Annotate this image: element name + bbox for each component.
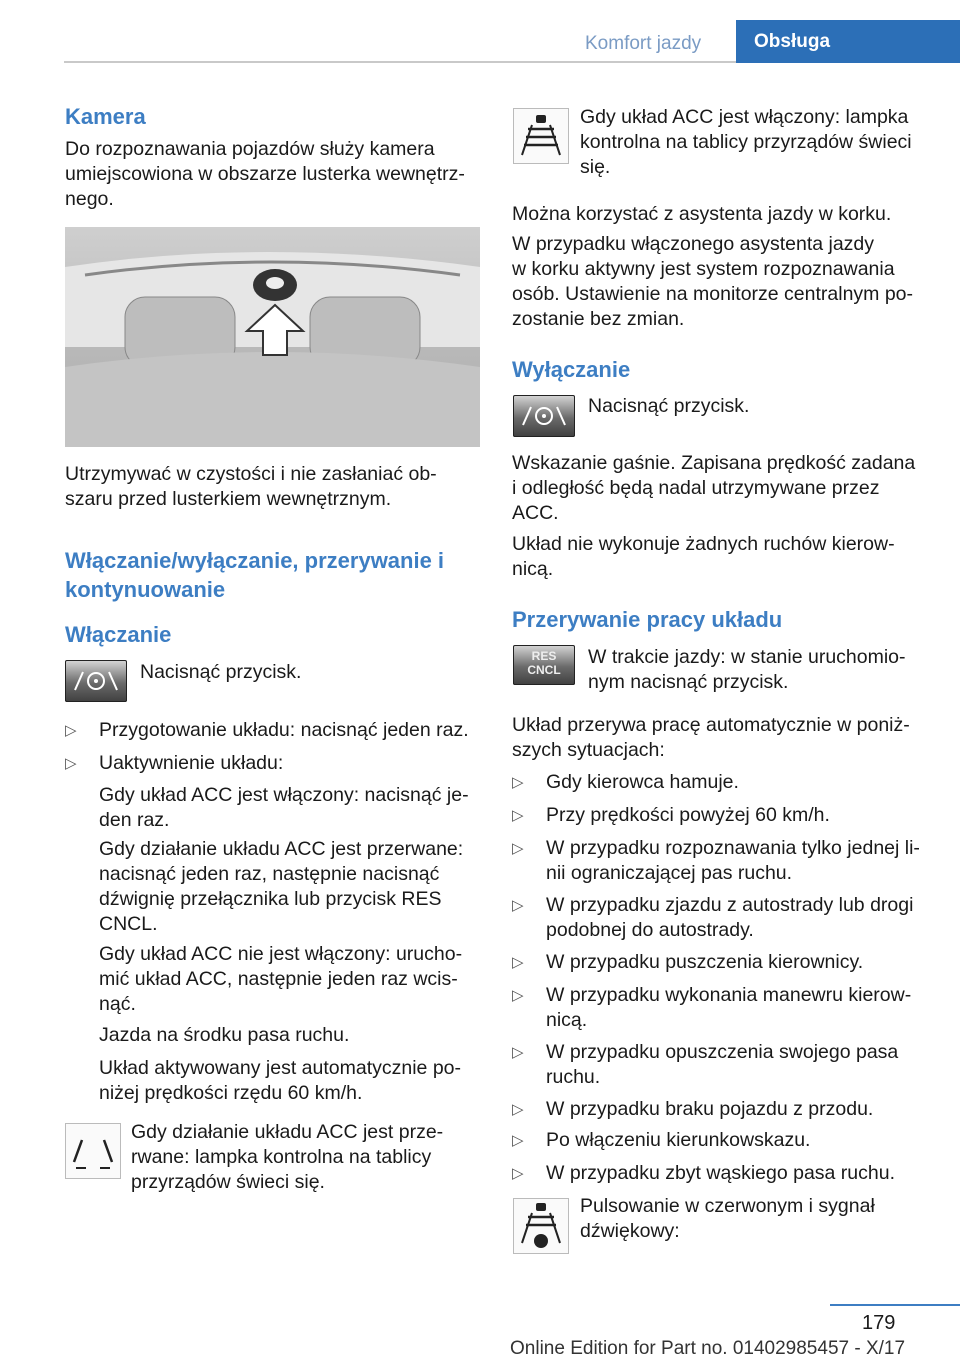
- triangle-bullet-icon: ▷: [512, 774, 524, 791]
- list-item: ▷ W przypadku opuszczenia swojego pasa ruchu.: [512, 1041, 899, 1088]
- list-item: ▷ W przypadku zbyt wąskiego pasa ruchu.: [512, 1162, 896, 1184]
- triangle-bullet-icon: ▷: [512, 1132, 524, 1149]
- lane-indicator-icon: [65, 1123, 121, 1179]
- page-number: 179: [862, 1312, 896, 1334]
- header-section: Komfort jazdy: [585, 33, 702, 54]
- heading-przerywanie: Przerywanie pracy układu: [512, 607, 783, 632]
- camera-location-photo: [65, 227, 480, 447]
- para-indication-off: Wskazanie gaśnie. Zapisana prędkość zadana i odległość będą nadal utrzymywane przez ACC.: [512, 452, 916, 524]
- triangle-bullet-icon: ▷: [512, 1101, 524, 1118]
- res-cncl-button-icon: RES CNCL: [513, 645, 575, 685]
- list-item: ▷ Uaktywnienie układu:: [65, 752, 284, 774]
- warning-text: Pulsowanie w czerwonym i sygnał dźwiękowy:: [580, 1195, 875, 1242]
- triangle-bullet-icon: ▷: [512, 897, 524, 914]
- indicator-text: Gdy działanie układu ACC jest prze- rwane: lampka kontrolna na tablicy przyrządów świeci się.: [131, 1121, 444, 1193]
- acc-on-text: Gdy układ ACC jest włączony: lampka kontrolna na tablicy przyrządów świeci się.: [580, 106, 912, 178]
- heading-kamera: Kamera: [65, 104, 146, 129]
- windshield-camera-illustration: [65, 227, 480, 447]
- list-item: ▷ Przy prędkości powyżej 60 km/h.: [512, 804, 830, 826]
- para-kamera: Do rozpoznawania pojazdów służy kamera umiejscowiona w obszarze lusterka wewnętrz- nego.: [65, 138, 465, 210]
- triangle-bullet-icon: ▷: [512, 1165, 524, 1182]
- triangle-bullet-icon: ▷: [512, 840, 524, 857]
- list-item: ▷ Po włączeniu kierunkowskazu.: [512, 1129, 811, 1151]
- triangle-bullet-icon: ▷: [512, 1044, 524, 1061]
- triangle-bullet-icon: ▷: [512, 954, 524, 971]
- sub-para: Gdy działanie układu ACC jest przerwane: nacisnąć jeden raz, następnie nacisnąć dźwignię przełącznika lub przycisk RES CNCL.: [99, 838, 464, 935]
- res-text: W trakcie jazdy: w stanie uruchomio- nym nacisnąć przycisk.: [588, 646, 906, 693]
- footer-rule: [830, 1304, 960, 1306]
- sub-para: Gdy układ ACC jest włączony: nacisnąć je- den raz.: [99, 784, 469, 831]
- btn-instruction: Nacisnąć przycisk.: [140, 661, 302, 683]
- steering-assist-button-icon: [513, 395, 575, 437]
- para-auto-interrupt: Układ przerywa pracę automatycznie w poniż- szych sytuacjach:: [512, 714, 910, 761]
- list-item: ▷ W przypadku rozpoznawania tylko jednej li- nii ograniczającej pas ruchu.: [512, 837, 920, 884]
- list-item: ▷ W przypadku puszczenia kierownicy.: [512, 951, 864, 973]
- heading-wlaczanie: Włączanie: [65, 622, 172, 647]
- para-traffic-jam: Można korzystać z asystenta jazdy w korku.: [512, 203, 892, 225]
- list-item: ▷ W przypadku zjazdu z autostrady lub drogi podobnej do autostrady.: [512, 894, 914, 941]
- collision-warning-indicator-icon: [513, 1198, 569, 1254]
- acc-active-indicator-icon: [513, 108, 569, 164]
- sub-para: Jazda na środku pasa ruchu.: [99, 1024, 350, 1046]
- para-clean: Utrzymywać w czystości i nie zasłaniać ob- szaru przed lusterkiem wewnętrznym.: [65, 463, 437, 510]
- steering-assist-button-icon: [65, 660, 127, 702]
- para-no-steering: Układ nie wykonuje żadnych ruchów kierow- nicą.: [512, 533, 895, 580]
- triangle-bullet-icon: ▷: [65, 755, 77, 772]
- list-item: ▷ W przypadku braku pojazdu z przodu.: [512, 1098, 874, 1120]
- list-item: ▷ Przygotowanie układu: nacisnąć jeden raz.: [65, 719, 469, 741]
- triangle-bullet-icon: ▷: [512, 807, 524, 824]
- list-item: ▷ Gdy kierowca hamuje.: [512, 771, 739, 793]
- sub-para: Układ aktywowany jest automatycznie po- niżej prędkości rzędu 60 km/h.: [99, 1057, 461, 1104]
- btn-off-instruction: Nacisnąć przycisk.: [588, 395, 750, 417]
- list-item: ▷ W przypadku wykonania manewru kierow- nicą.: [512, 984, 912, 1031]
- para-person-detection: W przypadku włączonego asystenta jazdy w korku aktywny jest system rozpoznawania osób. Ustawienie na monitorze centralnym po- zostanie bez zmian.: [512, 233, 914, 330]
- triangle-bullet-icon: ▷: [65, 722, 77, 739]
- heading-onoff: Włączanie/wyłączanie, przerywanie i kontynuowanie: [65, 548, 445, 602]
- sub-para: Gdy układ ACC nie jest włączony: urucho- mić układ ACC, następnie jeden raz wcis- nąć.: [99, 943, 463, 1015]
- edition-note: Online Edition for Part no. 01402985457 - X/17: [510, 1338, 906, 1359]
- heading-wylaczanie: Wyłączanie: [512, 357, 631, 382]
- header-chapter-tab: Obsługa: [736, 20, 960, 63]
- triangle-bullet-icon: ▷: [512, 987, 524, 1004]
